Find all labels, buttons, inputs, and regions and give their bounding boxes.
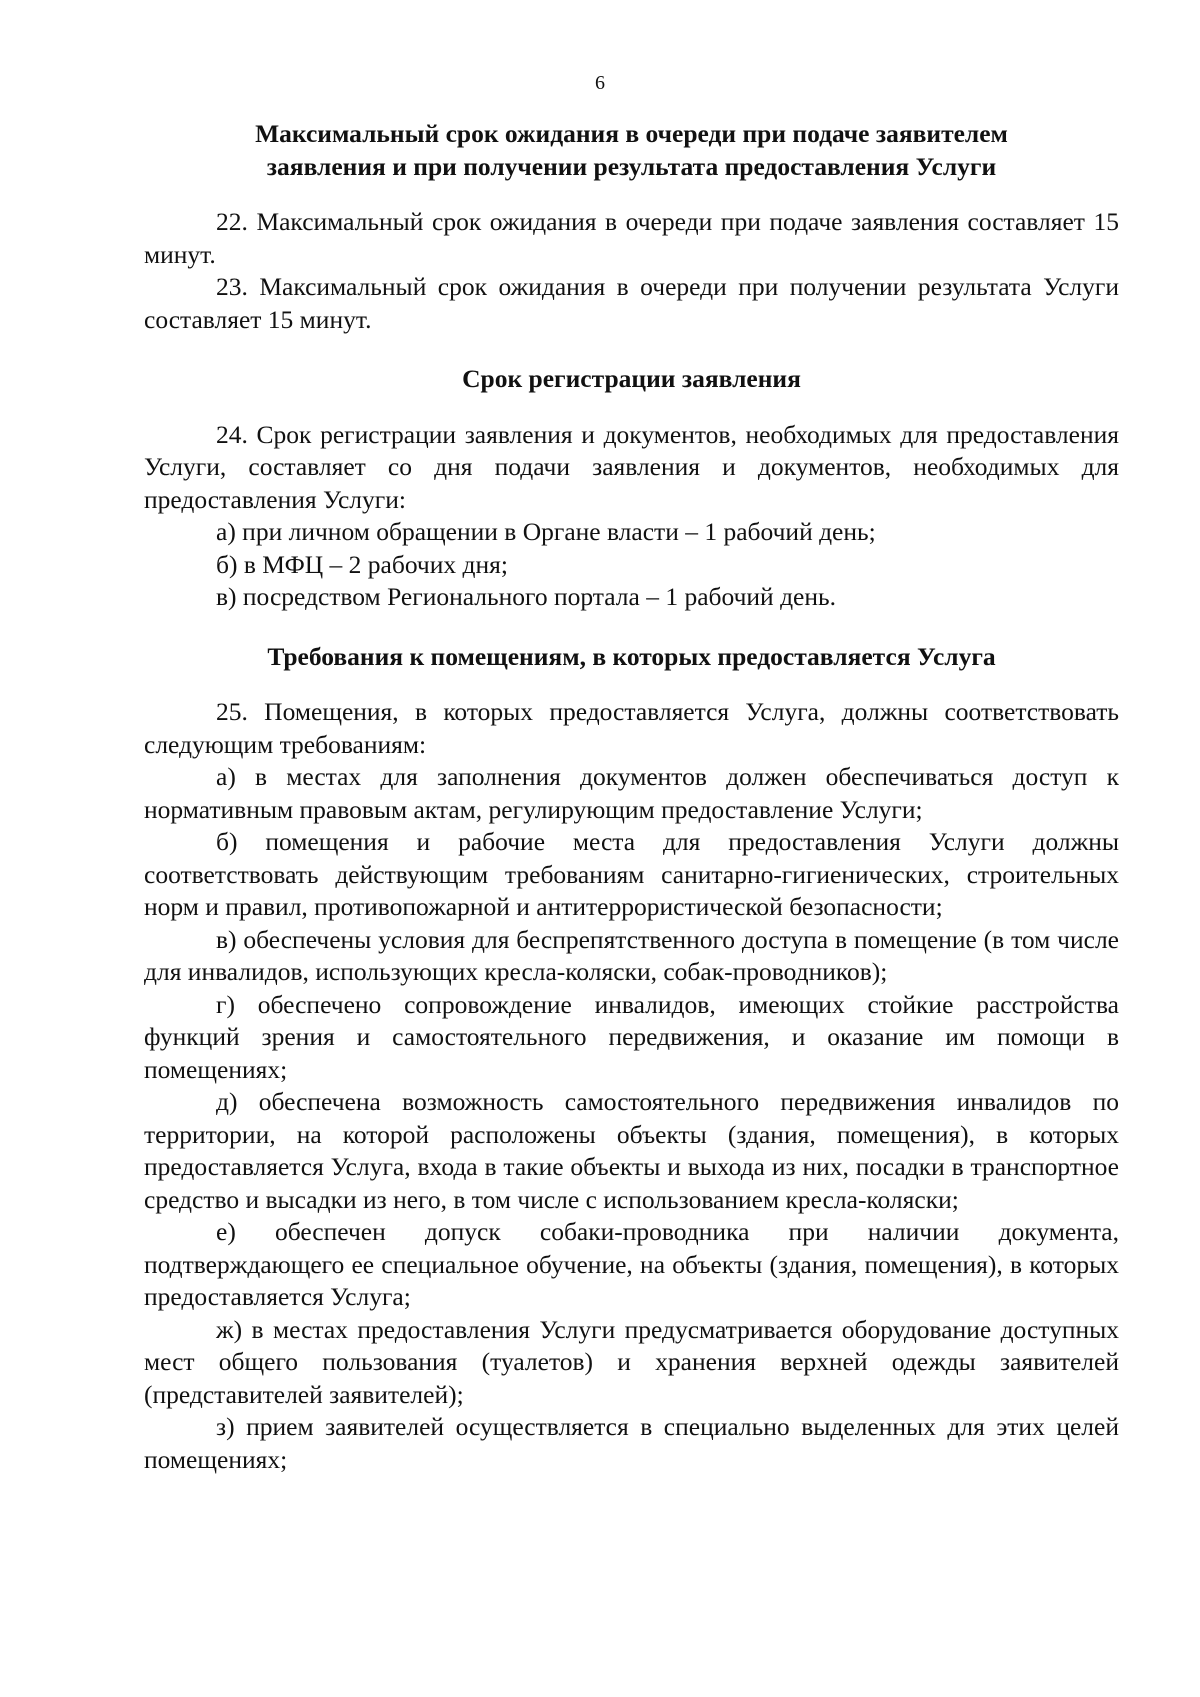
section-heading: Требования к помещениям, в которых предоставляется Услуга [267, 641, 996, 671]
paragraph: з) прием заявителей осуществляется в специально выделенных для этих целей помещениях; [144, 1412, 1119, 1474]
paragraph: е) обеспечен допуск собаки-проводника при наличии документа, подтверждающего ее специальное обучение, на объекты (здания, помещения), в которых предоставляется Услуга; [144, 1217, 1119, 1311]
paragraph: г) обеспечено сопровождение инвалидов, имеющих стойкие расстройства функций зрения и самостоятельного передвижения, и оказание им помощи в помещениях; [144, 989, 1119, 1084]
paragraph: в) посредством Регионального портала – 1 рабочий день. [216, 582, 837, 611]
paragraph: а) в местах для заполнения документов должен обеспечиваться доступ к нормативным правовым актам, регулирующим предоставление Услуги; [144, 762, 1119, 824]
paragraph: 23. Максимальный срок ожидания в очереди при получении результата Услуги составляет 15 минут. [144, 272, 1119, 334]
section-registration-time [144, 363, 1119, 614]
paragraph: а) при личном обращении в Органе власти – 1 рабочий день; [216, 517, 876, 546]
document-body [144, 118, 1119, 1503]
paragraph: 24. Срок регистрации заявления и документов, необходимых для предоставления Услуги, составляет со дня подачи заявления и документов, необходимых для предоставления Услуги: [144, 419, 1119, 514]
section-paragraphs [144, 419, 1119, 614]
paragraph: 22. Максимальный срок ожидания в очереди при подаче заявления составляет 15 минут. [144, 207, 1119, 269]
section-paragraphs [144, 206, 1119, 336]
section-premises-requirements [144, 641, 1119, 1477]
paragraph: б) помещения и рабочие места для предоставления Услуги должны соответствовать действующим требованиям санитарно-гигиенических, строительных норм и правил, противопожарной и антитеррористической безопасности; [144, 827, 1119, 921]
section-heading: Срок регистрации заявления [462, 364, 801, 393]
section-heading: Максимальный срок ожидания в очереди при подаче заявителем заявления и при получении результата предоставления Услуги [255, 119, 1008, 181]
section-paragraphs [144, 696, 1119, 1476]
section-queue-wait-time [144, 118, 1119, 336]
paragraph: в) обеспечены условия для беспрепятственного доступа в помещение (в том числе для инвалидов, использующих кресла-коляски, собак-проводников); [144, 924, 1119, 986]
paragraph: ж) в местах предоставления Услуги предусматривается оборудование доступных мест общего пользования (туалетов) и хранения верхней одежды заявителей (представителей заявителей); [144, 1314, 1119, 1409]
paragraph: 25. Помещения, в которых предоставляется Услуга, должны соответствовать следующим требованиям: [144, 697, 1119, 759]
page-number: 6 [595, 72, 605, 94]
paragraph: б) в МФЦ – 2 рабочих дня; [216, 549, 508, 579]
paragraph: д) обеспечена возможность самостоятельного передвижения инвалидов по территории, на которой расположены объекты (здания, помещения), в которых предоставляется Услуга, входа в такие объекты и выхода из них, посадки в транспортное средство и высадки из него, в том числе с использованием кресла-коляски; [144, 1087, 1119, 1214]
